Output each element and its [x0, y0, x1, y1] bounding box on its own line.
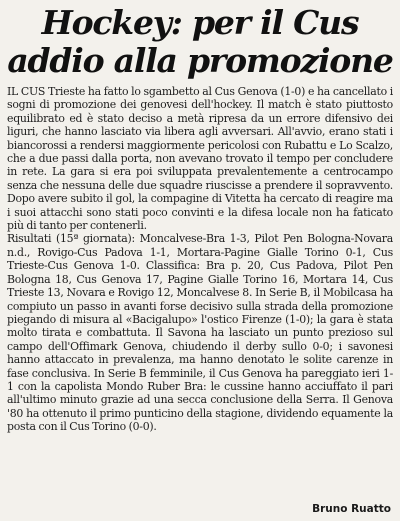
article-paragraph-2: Risultati (15ª giornata): Moncalvese-Bra 1-3, Pilot Pen Bologna-Novara n.d., Rovigo-Cus Padova 1-1, Mortara-Pagine Gialle Torino 0-1, Cus Trieste-Cus Genova 1-0. Classifica: Bra p. 20, Cus Padova, Pilot Pen Bologna 18, Cus Genova 17, Pagine Gialle Torino 16, Mortara 14, Cus Trieste 13, Novara e Rovigo 12, Moncalvese 8. In Serie B, il Mobilcasa ha compiuto un passo in avanti forse decisivo sulla strada della promozione piegando di misura al «Bacigalupo» l'ostico Firenze (1-0); la gara è stata molto tirata e combattuta. Il Savona ha lasciato un punto prezioso sul campo dell'Offimark Genova, chiudendo il derby sullo 0-0; i savonesi hanno attaccato in prevalenza, ma hanno denotato le solite carenze in fase conclusiva. In Serie B femminile, il Cus Genova ha pareggiato ieri 1-1 con la capolista Mondo Ruber Bra: le cussine hanno acciuffato il pari all'ultimo minuto grazie ad una secca conclusione della Serra. Il Genova '80 ha ottenuto il primo punticino della stagione, dividendo equamente la posta con il Cus Torino (0-0). — [7, 232, 393, 434]
article-paragraph-1: IL CUS Trieste ha fatto lo sgambetto al Cus Genova (1-0) e ha cancellato i sogni di promozione dei genovesi dell'hockey. Il match è stato piuttosto equilibrato ed è stato deciso a metà ripresa da un errore difensivo dei liguri, che hanno lasciato via libera agli avversari. All'avvio, erano stati i biancorossi a rendersi maggiormente pericolosi con Rubattu e Lo Scalzo, che a due passi dalla porta, non avevano trovato il tempo per concludere in rete. La gara si era poi sviluppata prevalentemente a centrocampo senza che nessuna delle due squadre riuscisse a prendere il sopravvento. Dopo avere subito il gol, la compagine di Vitetta ha cercato di reagire ma i suoi attacchi sono stati poco convinti e la difesa locale non ha faticato più di tanto per contenerli. — [7, 85, 393, 233]
article-body — [7, 85, 393, 434]
byline: Bruno Ruatto — [312, 503, 391, 515]
headline-line-2: addio alla promozione — [7, 41, 393, 80]
headline — [7, 4, 393, 80]
headline-line-1: Hockey: per il Cus — [41, 3, 359, 42]
